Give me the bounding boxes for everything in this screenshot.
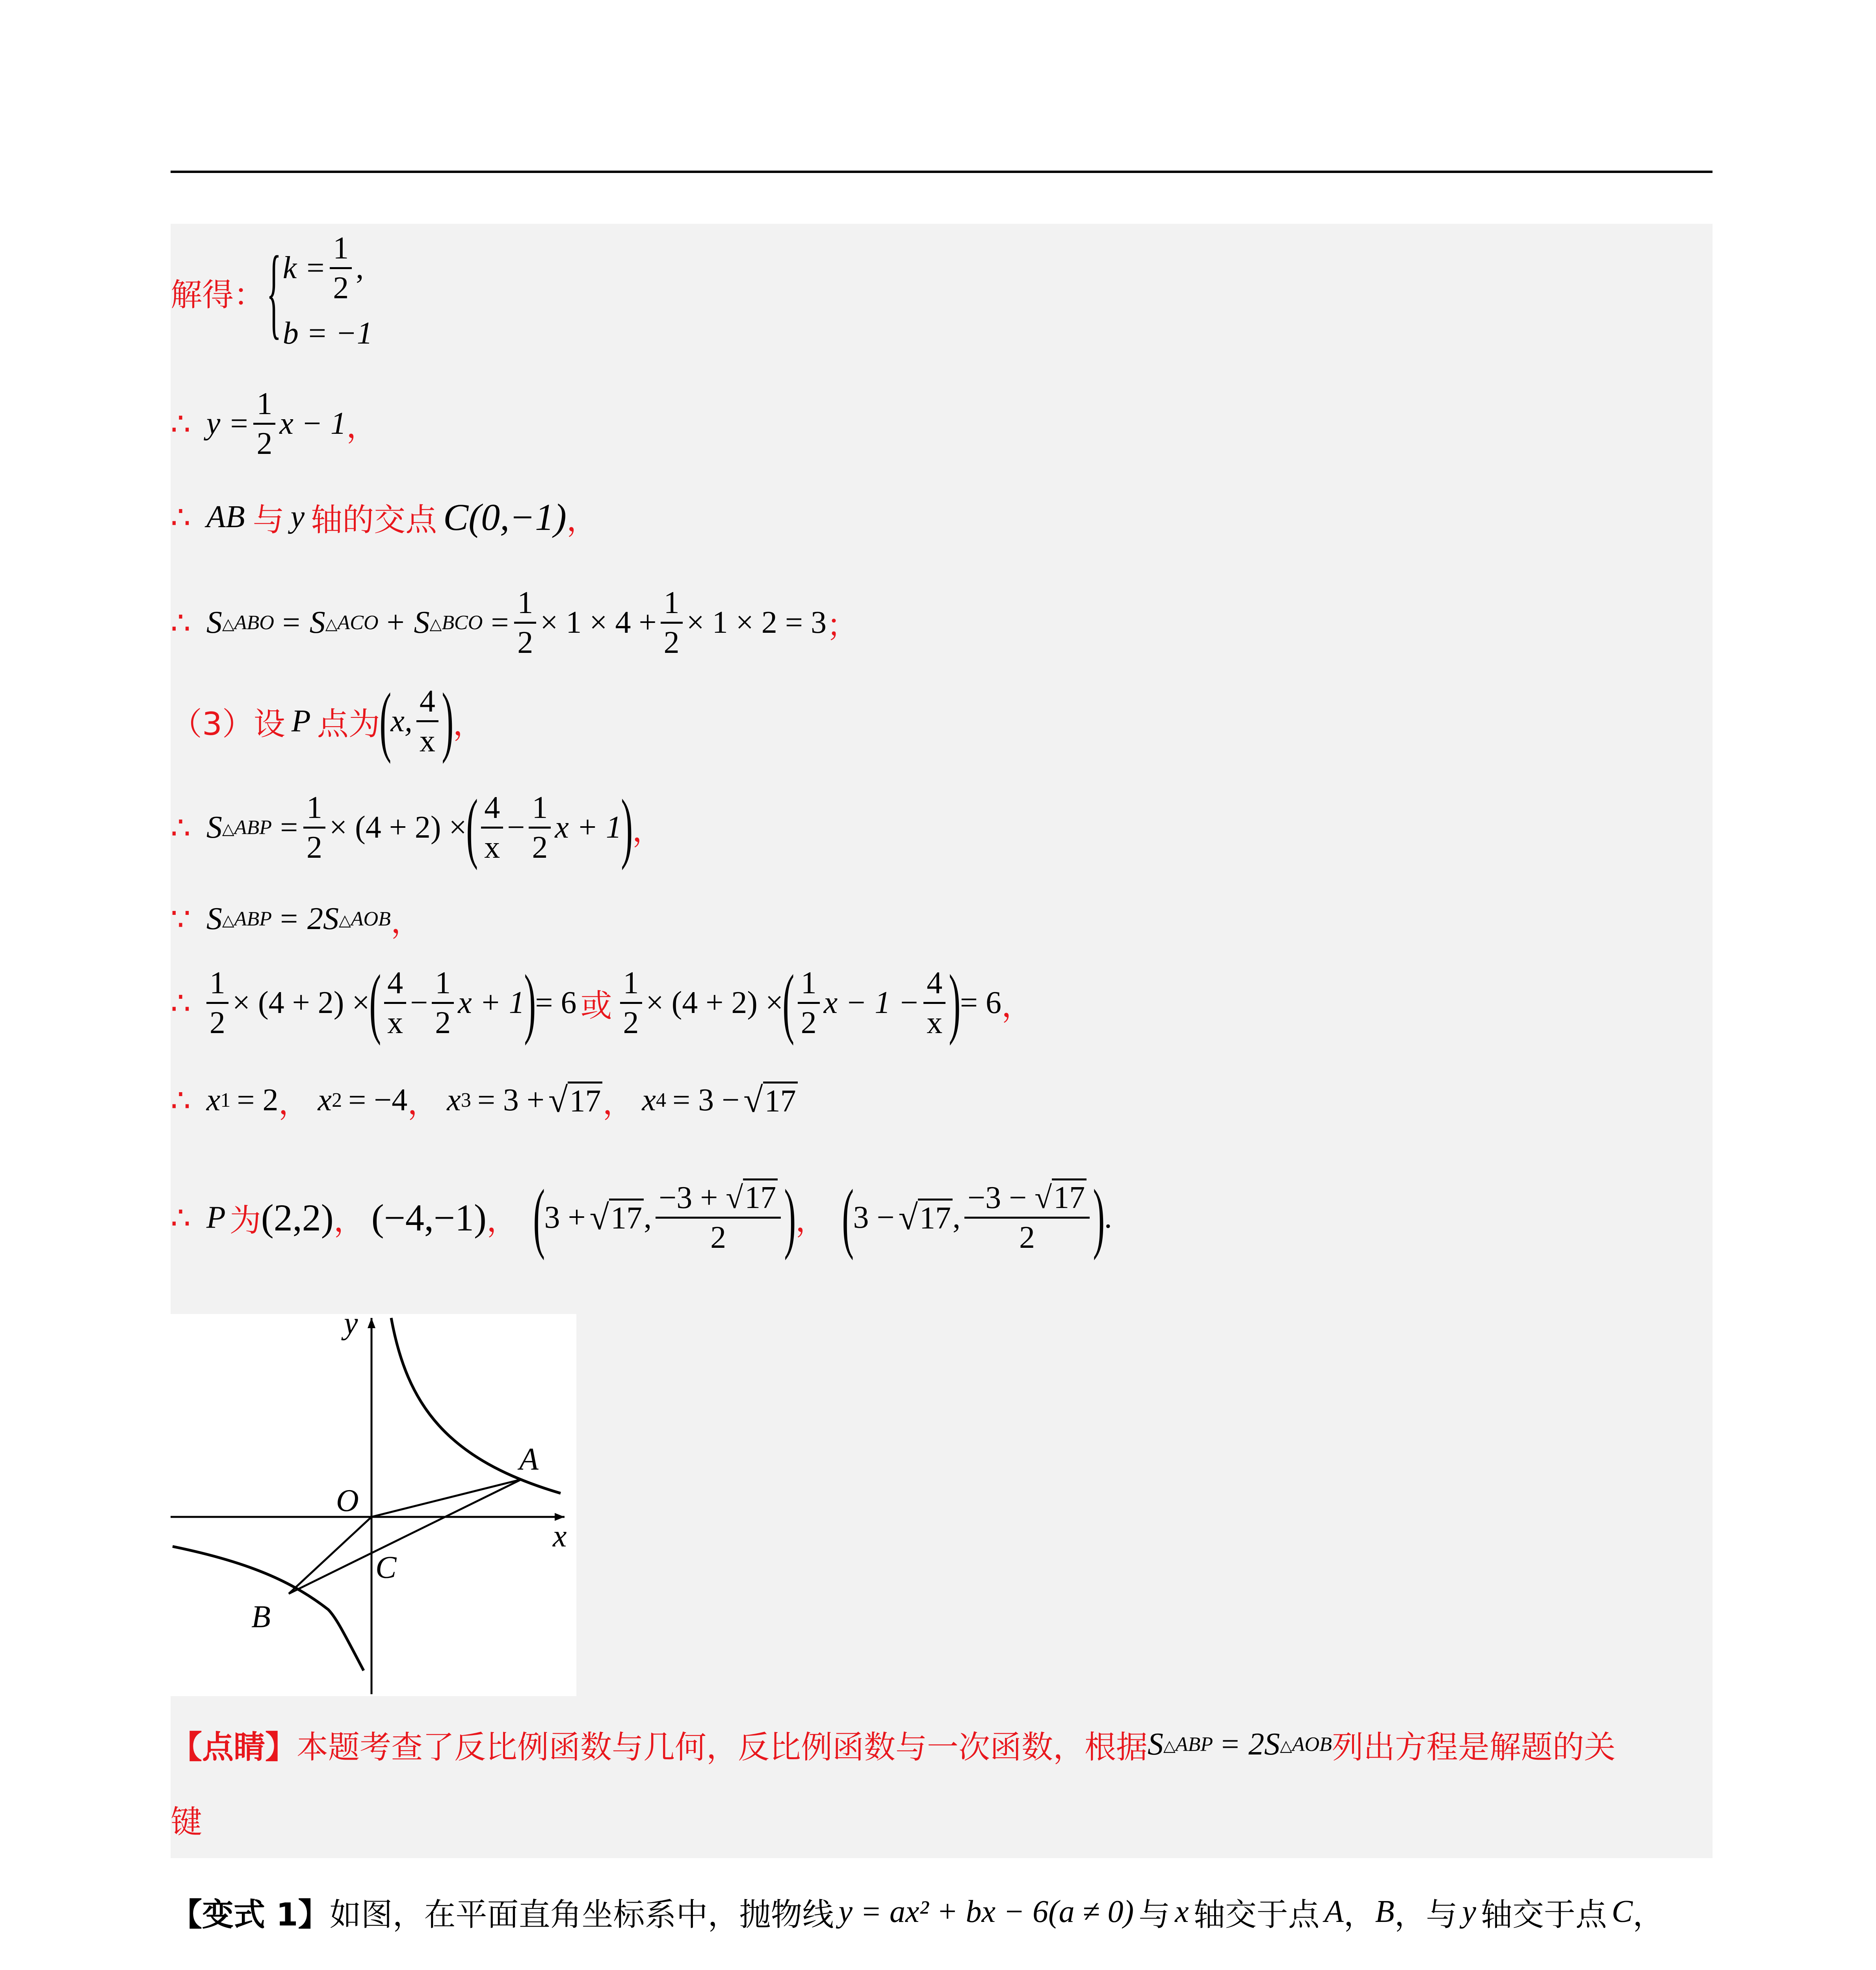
system-equations	[283, 232, 373, 351]
y-axis-symbol: y	[290, 500, 305, 534]
k-label: k =	[282, 251, 326, 285]
therefore-symbol: ∴	[171, 984, 191, 1021]
comment-line-2	[171, 1797, 202, 1842]
y-symbol: y	[1462, 1894, 1476, 1929]
y-axis-arrow	[368, 1318, 375, 1328]
point-4-y-denominator: 2	[1019, 1220, 1035, 1255]
minus: −	[507, 810, 525, 845]
line-end-punct: ；	[826, 607, 858, 644]
equals: =	[278, 810, 299, 845]
tail-1: x + 1	[458, 985, 525, 1020]
equals-s: = S	[280, 605, 325, 640]
area-symbol: S	[206, 605, 222, 640]
separator: ，	[602, 1085, 634, 1121]
comma: ，	[1394, 1896, 1426, 1933]
label-a: A	[519, 1442, 539, 1477]
point-p: P	[291, 703, 311, 738]
plus-s: + S	[384, 605, 430, 640]
system-brace: {	[266, 235, 282, 349]
sub-abp: ABP	[234, 816, 272, 839]
intersection-line	[171, 494, 598, 540]
area-symbol: S	[206, 901, 222, 936]
sub-abp: ABP	[234, 908, 272, 930]
line-end-punct: ，	[390, 903, 422, 940]
separator: ，	[333, 1202, 365, 1239]
frac-denominator: x	[484, 830, 500, 865]
separator: ，	[278, 1085, 310, 1121]
comment-text-1: 本题考查了反比例函数与几何，反比例函数与一次函数，根据	[297, 1729, 1148, 1766]
equals-6-first: = 6	[535, 985, 577, 1020]
line-end-period: .	[1104, 1200, 1112, 1235]
tail-2: x − 1 −	[823, 985, 920, 1020]
separator: ，	[486, 1202, 518, 1239]
sub-aob: AOB	[1292, 1733, 1332, 1756]
k-denominator: 2	[333, 271, 349, 305]
or-text: 或	[580, 987, 612, 1024]
label-c: C	[375, 1550, 397, 1585]
point-a: A	[1324, 1894, 1344, 1929]
linear-equation-line	[171, 388, 378, 459]
y-equals: y =	[206, 406, 250, 441]
segment-ob	[289, 1517, 371, 1594]
point-is-text: 点为	[317, 705, 380, 742]
line-end-punct: ，	[1001, 987, 1033, 1024]
therefore-symbol: ∴	[171, 1199, 191, 1236]
equals-2s: = 2S	[278, 901, 339, 936]
sqrt-17: 17	[918, 1199, 953, 1236]
base-term: × (4 + 2) ×	[646, 985, 784, 1020]
point-p: P	[206, 1200, 226, 1235]
equals: =	[489, 605, 511, 640]
segment-ab	[289, 1479, 521, 1594]
label-y: y	[344, 1314, 358, 1341]
because-line: ∵ S △ABP = 2S △AOB ，	[171, 896, 422, 942]
area-abp-line: ∴ S △ABP = $\frac{1}{2}$ × (4 + 2) × ( $\frac{4}{x}$ − $\frac{1}{2}$ x + 1 ) ，	[171, 784, 664, 871]
variant-tag: 【变式 1】	[171, 1896, 330, 1933]
therefore-symbol: ∴	[171, 1082, 191, 1119]
x4-value: = 3 −	[672, 1083, 740, 1117]
therefore-symbol: ∴	[171, 499, 191, 535]
segment-oa	[371, 1479, 521, 1517]
comment-text-2: 列出方程是解题的关	[1332, 1729, 1616, 1766]
point-3-y-numerator: −3 +	[659, 1180, 718, 1215]
p-x: x,	[390, 703, 412, 738]
variant-text-2: 与	[1139, 1896, 1170, 1933]
area-abo-line: ∴ S △ABO = S △ACO + S △BCO = $\frac{1}{2}$ × 1 × 4 + $\frac{1}{2}$ × 1 × 2 = 3 ；	[171, 585, 858, 660]
x4: x	[642, 1083, 656, 1117]
sub-abp: ABP	[1175, 1733, 1213, 1756]
p-y-denominator: x	[419, 723, 435, 758]
base-term: × (4 + 2) ×	[232, 985, 370, 1020]
point-4-y-numerator: −3 −	[967, 1180, 1027, 1215]
sqrt-17: 17	[763, 1082, 798, 1119]
variant-text-1: 如图，在平面直角坐标系中，抛物线	[329, 1896, 834, 1933]
parabola-equation: y = ax² + bx − 6(a ≠ 0)	[838, 1894, 1134, 1929]
line-end-punct: ，	[566, 502, 598, 538]
frac-numerator: 4	[481, 792, 503, 829]
point-c: C(0,−1)	[443, 496, 567, 538]
equals-6-second: = 6	[960, 985, 1001, 1020]
variant-text-5: 轴交于点	[1480, 1896, 1607, 1933]
base-term: × (4 + 2) ×	[329, 810, 467, 845]
point-1: (2,2)	[261, 1196, 334, 1239]
comment-line-1: 【点睛】 本题考查了反比例函数与几何，反比例函数与一次函数，根据 S △ABP = 2S △AOB 列出方程是解题的关	[171, 1722, 1616, 1767]
k-numerator: 1	[330, 232, 352, 269]
area-term-1: × 1 × 4 +	[540, 605, 657, 640]
x2: x	[318, 1083, 332, 1117]
with-text: 与	[253, 502, 284, 538]
comma: ，	[1343, 1896, 1375, 1933]
separator: ，	[407, 1085, 439, 1121]
comma: ，	[1633, 1896, 1664, 1933]
points-line: ∴ P 为 (2,2) ， (−4,−1) ， ( 3 + √ 17 , $\frac{-3 + √17}{2}$ ) ， ( 3 − √ 17 , $\frac{-3 - √17}{2}$ ) .	[171, 1174, 1112, 1261]
area-symbol: S	[206, 810, 222, 845]
sqrt-17: 17	[609, 1199, 644, 1236]
point-c: C	[1611, 1894, 1633, 1929]
point-2: (−4,−1)	[371, 1196, 487, 1239]
x1-sub: 1	[220, 1089, 231, 1111]
graph-svg	[171, 1314, 576, 1696]
therefore-symbol: ∴	[171, 604, 191, 641]
sub-aco: ACO	[337, 611, 379, 634]
area-symbol: S	[1148, 1727, 1163, 1762]
x3: x	[447, 1083, 461, 1117]
slope-numerator: 1	[253, 388, 275, 425]
graph-figure	[171, 1314, 576, 1696]
b-value: b = −1	[282, 316, 373, 351]
comment-tag: 【点睛】	[171, 1729, 297, 1766]
equation-line: ∴ $\frac{1}{2}$ × (4 + 2) × ( $\frac{4}{x}$ − $\frac{1}{2}$ x + 1 ) = 6 或 $\frac{1}{2}$ × (4 + 2) × ( $\frac{1}{2}$ x − 1 − $\frac{4}{x}$ ) = 6 ，	[171, 959, 1033, 1046]
sqrt-17: 17	[743, 1178, 778, 1215]
therefore-symbol: ∴	[171, 405, 191, 442]
x4-sub: 4	[656, 1089, 666, 1111]
sub-bco: BCO	[442, 611, 483, 634]
point-b: B	[1375, 1894, 1395, 1929]
point-4-x: 3 −	[853, 1200, 895, 1235]
part3-line: （3）设 P 点为 ( x, $\frac{4}{x}$ ) ，	[171, 677, 485, 764]
is-text: 为	[229, 1202, 261, 1239]
header-rule	[171, 171, 1713, 173]
variant-line-1	[171, 1889, 1664, 1935]
sub-abo: ABO	[234, 611, 274, 634]
height-tail: x + 1	[555, 810, 622, 845]
point-3-y-denominator: 2	[710, 1220, 726, 1255]
sub-aob: AOB	[351, 908, 391, 930]
p-y-numerator: 4	[416, 686, 438, 722]
equals-2s: = 2S	[1219, 1727, 1280, 1762]
roots-line: ∴ x 1 = 2 ， x 2 = −4 ， x 3 = 3 + √ 17 ， x 4 = 3 − √ 17	[171, 1078, 798, 1123]
solve-label: 解得：	[171, 276, 265, 313]
area-term-2: × 1 × 2 = 3	[686, 605, 827, 640]
variant-text-3: 轴交于点	[1193, 1896, 1320, 1933]
x2-value: = −4	[348, 1083, 408, 1117]
x1-value: = 2	[237, 1083, 279, 1117]
part3-label: （3）设	[171, 705, 285, 742]
therefore-symbol: ∴	[171, 809, 191, 846]
comment-text-3: 键	[171, 1804, 202, 1840]
separator: ，	[795, 1202, 827, 1239]
label-b: B	[251, 1600, 271, 1634]
segment-ab: AB	[206, 500, 245, 534]
line-end-punct: ，	[632, 812, 664, 849]
x-symbol: x	[1175, 1894, 1189, 1929]
line-end-punct: ，	[453, 705, 485, 742]
solve-system-line	[171, 232, 373, 351]
label-x: x	[553, 1519, 567, 1554]
because-symbol: ∵	[171, 901, 191, 937]
label-o: O	[336, 1483, 359, 1518]
x1: x	[206, 1083, 221, 1117]
line-end-punct: ，	[346, 408, 378, 445]
sqrt-17: 17	[568, 1082, 602, 1119]
linear-tail: x − 1	[279, 406, 346, 441]
x3-value: = 3 +	[477, 1083, 545, 1117]
sqrt-17: 17	[1052, 1178, 1087, 1215]
intersection-text: 轴的交点	[311, 502, 437, 538]
x3-sub: 3	[461, 1089, 471, 1111]
slope-denominator: 2	[256, 426, 273, 461]
point-3-x: 3 +	[544, 1200, 586, 1235]
k-tail: ,	[356, 251, 364, 285]
x2-sub: 2	[332, 1089, 342, 1111]
variant-text-4: 与	[1426, 1896, 1458, 1933]
